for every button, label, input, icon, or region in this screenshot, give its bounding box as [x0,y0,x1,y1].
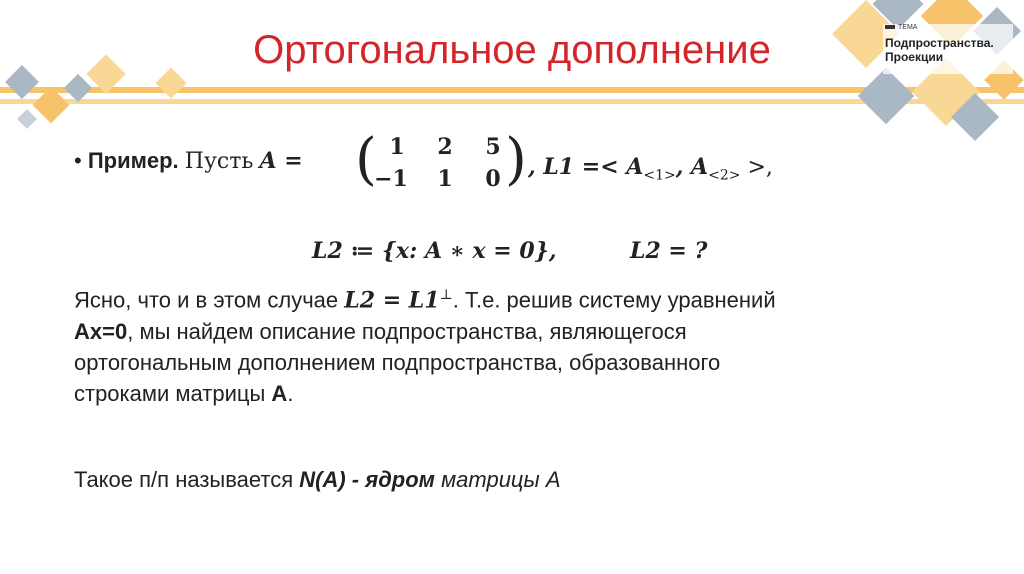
theme-line-2: Проекции [885,50,944,64]
kernel-bold: N(A) - ядром [299,467,435,492]
diamond-decor [64,74,92,102]
L2-q: L2 = ? [630,238,708,264]
para-bold: A [271,381,288,407]
para-text: , мы найдем описание подпространства, являющегося [127,319,687,345]
para-line-1 [74,280,954,316]
L2-def: L2 ≔ {x: A ∗ x = 0}, [312,238,557,264]
para-bold: Ax=0 [74,319,128,345]
para-text: . [287,381,294,407]
matrix-cell: 2 [437,134,453,160]
example-lead: Пример. [87,148,179,173]
para-line-2 [74,316,954,347]
kernel-text: Такое п/п называется [74,467,300,492]
para-text: Ясно, что и в этом случае [74,287,345,313]
matrix-right-paren: ) [505,127,527,192]
matrix-cell: 5 [485,134,501,160]
theme-label: ТЕМА [885,24,917,31]
para-line-4 [74,378,954,409]
perp-symbol: ⊥ [439,287,453,303]
kernel-line [74,467,954,493]
theme-badge [883,24,1013,74]
L1-definition [528,154,773,183]
L1-close: >, [740,155,773,180]
bullet: • [74,148,82,173]
matrix-cell: −1 [374,166,408,192]
theme-title [885,36,994,64]
matrix-left-paren: ( [355,127,377,192]
example-line [74,148,303,174]
para-line-3: ортогональным дополнением подпространства, образованного [74,350,721,376]
L1-def-text: , L1 =< A [528,154,644,180]
kernel-italic: матрицы A [434,467,561,492]
L1-sub2: <2> [708,167,741,184]
explanation-paragraph [74,280,954,409]
matrix-cell: 1 [389,134,405,160]
slide-title: Ортогональное дополнение [253,28,771,72]
L2-equation [312,238,557,264]
L1-sub1: <1> [643,167,676,184]
matrix-A [355,127,527,194]
diamond-decor [17,109,37,129]
matrix-cell: 1 [437,166,453,192]
matrix-cell: 0 [485,166,501,192]
para-math: L2 = L1 [344,287,440,314]
L2-question [630,238,707,264]
theme-line-1: Подпространства. [885,36,994,50]
L1-comma-A: , A [675,154,709,180]
example-A-eq: A = [259,148,303,174]
para-text: строками матрицы [74,381,272,407]
diamond-decor [858,68,915,125]
example-lets: Пусть [184,149,254,174]
para-text: . Т.е. решив систему уравнений [452,287,776,313]
